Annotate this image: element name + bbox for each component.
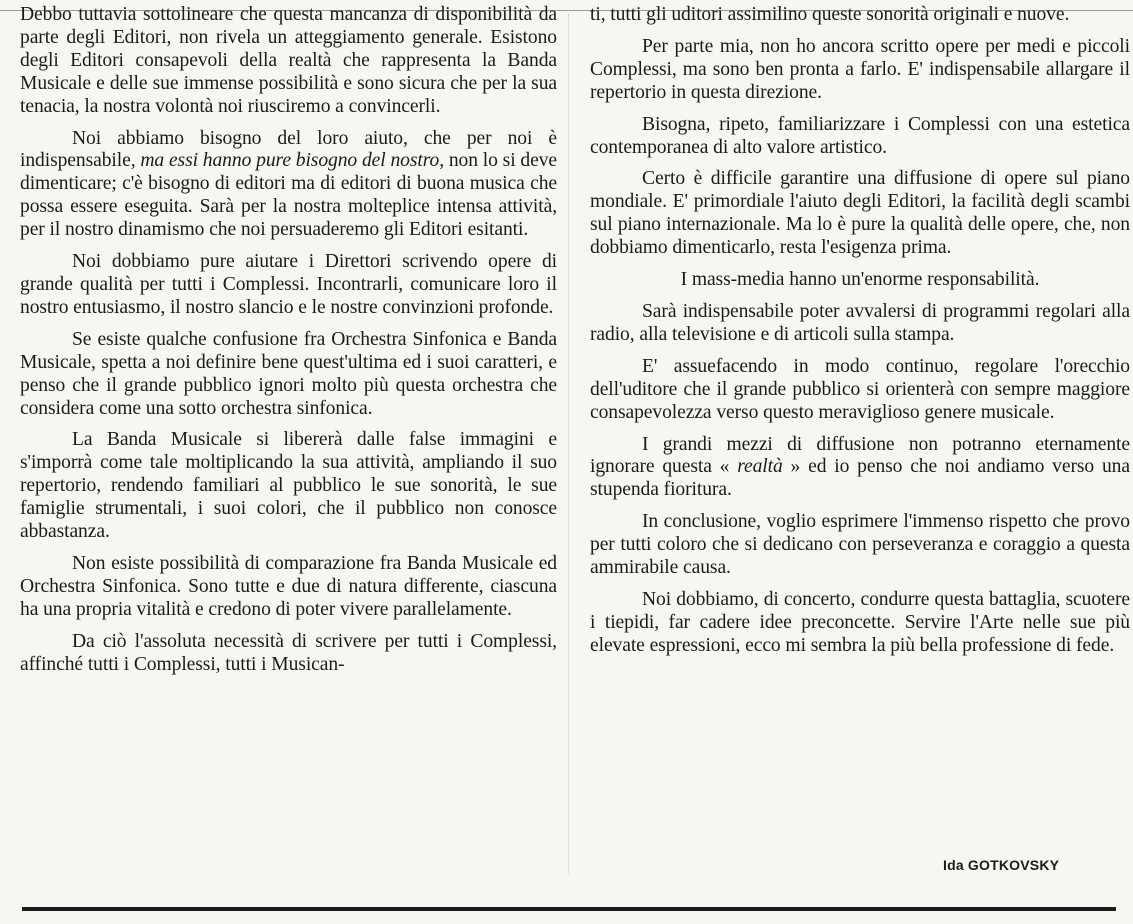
paragraph-left-6: Non esiste possibilità di comparazione fra Banda Musicale ed Orchestra Sinfonica. Sono tutte e due di natura differente, ciascuna ha una propria vitalità e credono di poter vivere parallelamente. [20, 552, 557, 620]
paragraph-right-8-emphasis: realtà [737, 456, 783, 478]
paragraph-right-8-text-b: » ed io penso che noi andiamo verso una stupenda fioritura. [590, 456, 1130, 501]
article-body [20, 4, 1130, 884]
paragraph-left-2 [20, 128, 557, 243]
paragraph-right-4: Certo è difficile garantire una diffusione di opere sul piano mondiale. E' primordiale l'aiuto degli Editori, la facilità degli scambi sul piano internazionale. Ma lo è pure la qualità delle opere, che, non dobbiamo dimenticarlo, resta l'esigenza prima. [590, 168, 1130, 259]
paragraph-left-1: Debbo tuttavia sottolineare che questa mancanza di disponibilità da parte degli Editori, non rivela un atteggiamento generale. Esistono degli Editori consapevoli della realtà che rappresenta la Banda Musicale e delle sue immense possibilità e sono sicura che per la sua tenacia, la nostra volontà noi riusciremo a convincerli. [20, 4, 557, 117]
left-column [20, 4, 557, 884]
paragraph-right-8 [590, 434, 1130, 503]
paragraph-right-10: Noi dobbiamo, di concerto, condurre questa battaglia, scuotere i tiepidi, far cadere idee preconcette. Servire l'Arte nelle sue più elevate espressioni, ecco mi sembra la più bella professione di fede. [590, 588, 1130, 656]
paragraph-left-5: La Banda Musicale si libererà dalle false immagini e s'imporrà come tale moltiplicando la sua attività, ampliando il suo repertorio, rendendo familiari al pubblico le sue sonorità, le sue famiglie strumentali, i suoi colori, che il pubblico non conosce abbastanza. [20, 429, 557, 543]
paragraph-right-9: In conclusione, voglio esprimere l'immenso rispetto che provo per tutti coloro che si dedicano con perseveranza e coraggio a questa ammirabile causa. [590, 511, 1130, 579]
author-signature: Ida GOTKOVSKY [943, 857, 1060, 873]
paragraph-right-1: ti, tutti gli uditori assimilino queste sonorità originali e nuove. [590, 4, 1070, 25]
right-column [590, 4, 1130, 884]
paragraph-left-2-emphasis: ma essi hanno pure bisogno del nostro, [140, 150, 444, 172]
paragraph-right-8-text-a: I grandi mezzi di diffusione non potranno eternamente ignorare questa « [590, 433, 1130, 478]
paragraph-right-5: I mass-media hanno un'enorme responsabilità. [680, 269, 1040, 291]
paragraph-left-2-text-b: non lo si deve dimenticare; c'è bisogno di editori ma di editori di buona musica che possa essere eseguita. Sarà per la nostra molteplice intensa attività, per il nostro dinamismo che noi persuaderemo gli Editori esitanti. [20, 150, 557, 241]
paragraph-left-2-text-a: Noi abbiamo bisogno del loro aiuto, che per noi è indispensabile, [20, 127, 557, 172]
paragraph-right-3: Bisogna, ripeto, familiarizzare i Complessi con una estetica contemporanea di alto valore artistico. [590, 113, 1130, 158]
paragraph-left-4: Se esiste qualche confusione fra Orchestra Sinfonica e Banda Musicale, spetta a noi definire bene quest'ultima ed i suoi caratteri, e penso che il grande pubblico ignori molto più questa orchestra che considera come una sotto orchestra sinfonica. [20, 328, 557, 419]
paragraph-left-7: Da ciò l'assoluta necessità di scrivere per tutti i Complessi, affinché tutti i Complessi, tutti i Musican- [20, 630, 557, 675]
paragraph-right-2: Per parte mia, non ho ancora scritto opere per medi e piccoli Complessi, ma sono ben pronta a farlo. E' indispensabile allargare il repertorio in questa direzione. [590, 35, 1130, 103]
paragraph-right-7: E' assuefacendo in modo continuo, regolare l'orecchio dell'uditore che il grande pubblico si orienterà con sempre maggiore consapevolezza verso questo meraviglioso genere musicale. [590, 355, 1130, 423]
paragraph-left-3: Noi dobbiamo pure aiutare i Direttori scrivendo opere di grande qualità per tutti i Complessi. Incontrarli, comunicare loro il nostro entusiasmo, il nostro slancio e le nostre convinzioni profonde. [20, 251, 557, 318]
bottom-rule [22, 907, 1116, 911]
paragraph-right-6: Sarà indispensabile poter avvalersi di programmi regolari alla radio, alla televisione e di articoli sulla stampa. [590, 300, 1130, 345]
